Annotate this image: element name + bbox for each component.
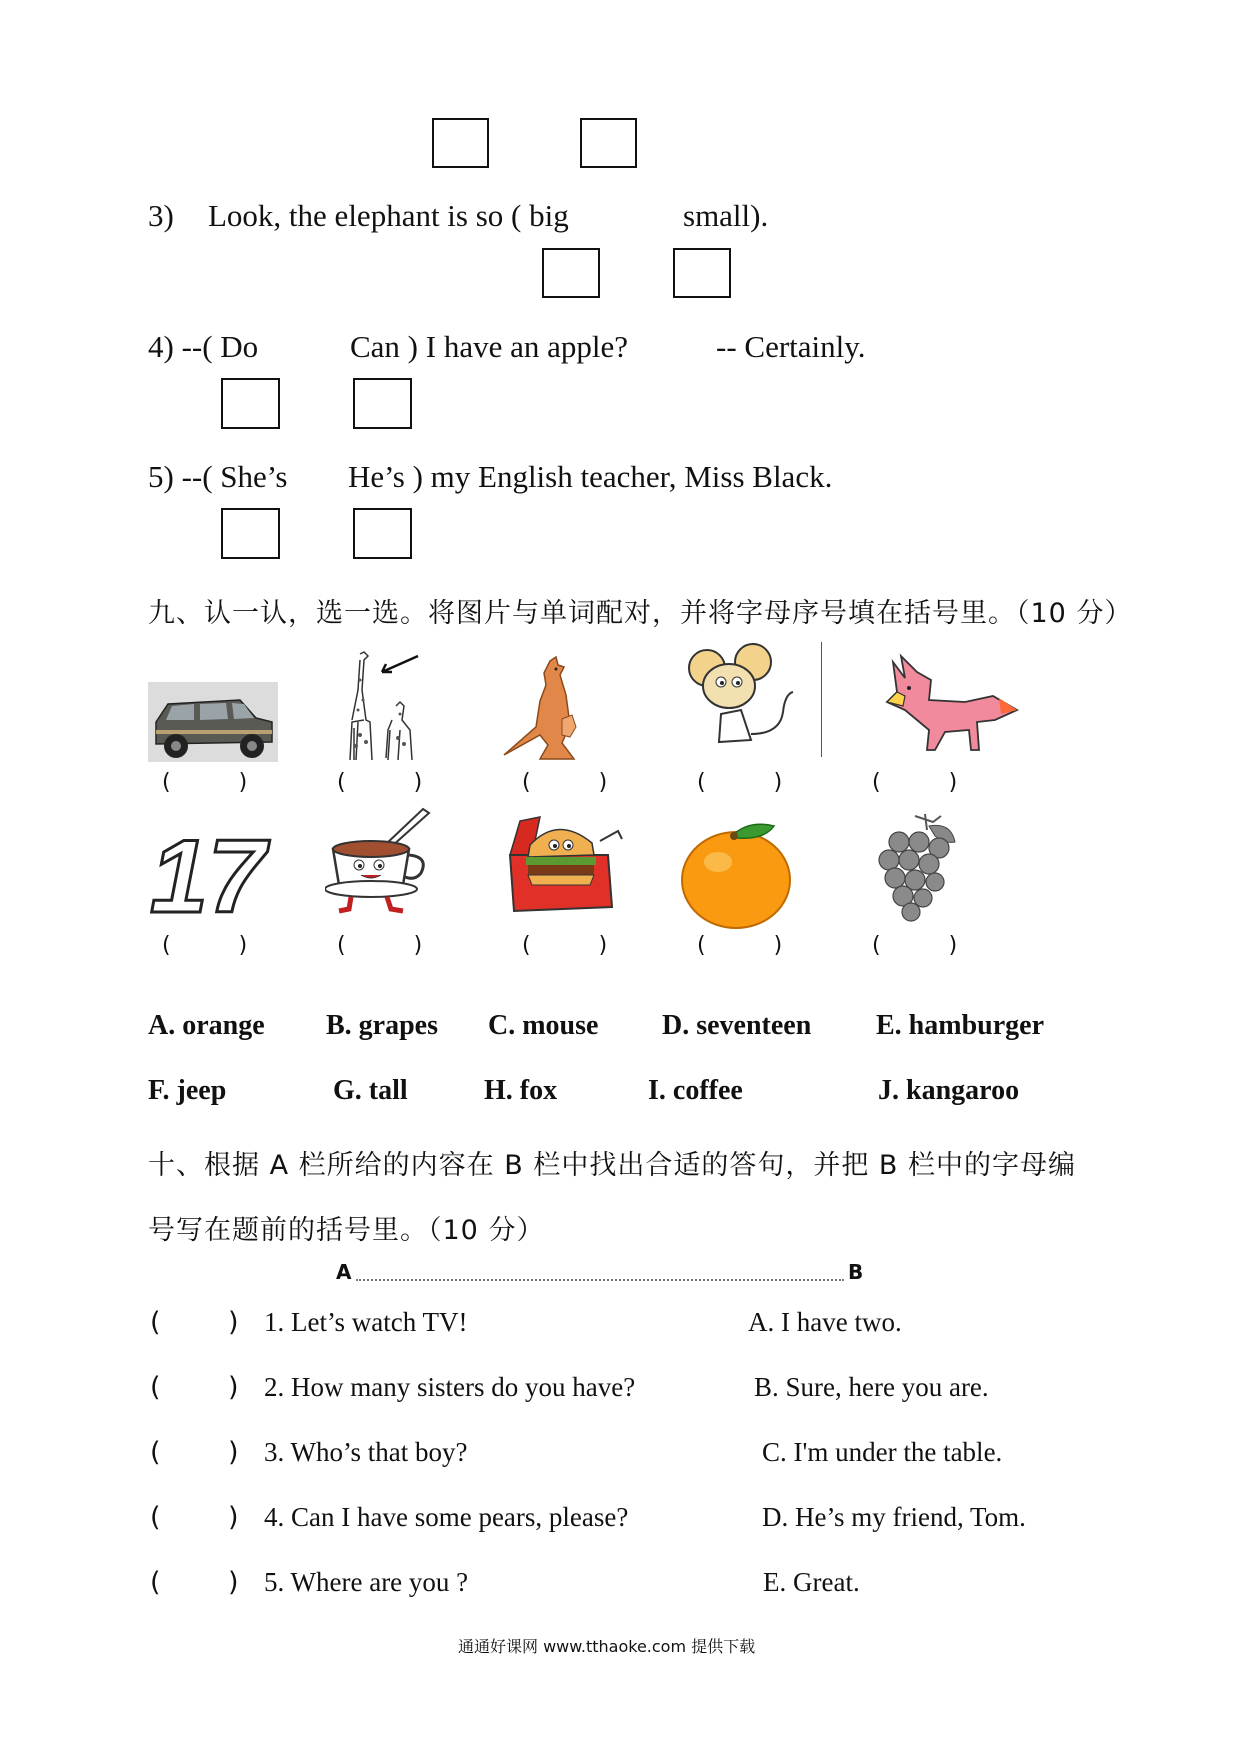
paren-left: ( (697, 933, 706, 958)
paren-right: ) (238, 933, 248, 958)
question-3-text: Look, the elephant is so ( big (208, 198, 569, 233)
paren-left: ( (337, 770, 346, 795)
match-row[interactable] (150, 1372, 710, 1412)
answer-parentheses[interactable] (162, 770, 247, 795)
answer-parentheses[interactable] (522, 933, 607, 958)
paren-right: ) (228, 1567, 239, 1598)
question-text: 2. How many sisters do you have? (264, 1372, 636, 1402)
answer-text: C. I'm under the table. (762, 1437, 1003, 1467)
divider (821, 642, 822, 757)
answer-parentheses[interactable] (697, 770, 782, 795)
question-5-option-2: He’s ) my English teacher, Miss Black. (348, 459, 833, 494)
question-3-option-2: small). (683, 198, 769, 233)
answer-parentheses[interactable] (337, 770, 422, 795)
word-option: B. grapes (326, 1010, 438, 1041)
answer-box[interactable] (432, 118, 489, 168)
paren-right: ) (228, 1307, 239, 1338)
hamburger-icon (500, 815, 630, 925)
paren-left: ( (337, 933, 346, 958)
match-row[interactable] (150, 1567, 710, 1607)
paren-right: ) (228, 1437, 239, 1468)
paren-right: ) (598, 933, 608, 958)
section-10-title-line-2: 号写在题前的括号里。（10 分） (148, 1215, 545, 1246)
answer-parentheses[interactable] (872, 770, 957, 795)
paren-right: ) (948, 770, 958, 795)
paren-right: ) (773, 933, 783, 958)
word-option: H. fox (484, 1075, 558, 1106)
question-5-text: 5) --( She’s (148, 459, 288, 494)
question-4-reply: -- Certainly. (716, 329, 866, 364)
paren-right: ) (413, 770, 423, 795)
word-option: F. jeep (148, 1075, 227, 1106)
word-option: C. mouse (488, 1010, 599, 1041)
question-4-option-2: Can ) I have an apple? (350, 329, 629, 364)
paren-left: ( (162, 770, 171, 795)
word-option: A. orange (148, 1010, 265, 1041)
paren-left: ( (162, 933, 171, 958)
column-divider (356, 1279, 844, 1281)
question-text: 5. Where are you ? (264, 1567, 469, 1597)
grapes-icon (855, 812, 965, 927)
answer-box[interactable] (221, 378, 280, 429)
answer-parentheses[interactable] (162, 933, 247, 958)
word-option: J. kangaroo (878, 1075, 1020, 1106)
column-a-label: A (336, 1260, 352, 1284)
question-text: 1. Let’s watch TV! (264, 1307, 468, 1337)
paren-left: ( (150, 1502, 161, 1533)
match-row[interactable] (150, 1502, 710, 1542)
answer-text: A. I have two. (748, 1307, 902, 1337)
orange-icon (678, 820, 798, 930)
fox-icon (875, 650, 1025, 760)
word-option: E. hamburger (876, 1010, 1044, 1041)
seventeen-icon: 17 (150, 819, 266, 935)
kangaroo-icon (500, 655, 600, 765)
word-option: D. seventeen (662, 1010, 812, 1041)
coffee-cup-icon (325, 805, 435, 920)
paren-right: ) (238, 770, 248, 795)
paren-left: ( (872, 933, 881, 958)
column-b-label: B (848, 1260, 864, 1284)
question-text: 3. Who’s that boy? (264, 1437, 468, 1467)
answer-box[interactable] (353, 378, 412, 429)
answer-box[interactable] (353, 508, 412, 559)
match-row[interactable] (150, 1307, 710, 1347)
answer-box[interactable] (673, 248, 731, 298)
answer-text: B. Sure, here you are. (754, 1372, 989, 1402)
answer-text: D. He’s my friend, Tom. (762, 1502, 1026, 1532)
section-10-title-line-1: 十、根据 A 栏所给的内容在 B 栏中找出合适的答句，并把 B 栏中的字母编 (148, 1150, 1077, 1181)
paren-left: ( (150, 1437, 161, 1468)
paren-right: ) (228, 1372, 239, 1403)
paren-right: ) (413, 933, 423, 958)
word-option: G. tall (333, 1075, 408, 1106)
mouse-icon (685, 642, 795, 752)
answer-parentheses[interactable] (872, 933, 957, 958)
paren-right: ) (773, 770, 783, 795)
paren-left: ( (150, 1567, 161, 1598)
question-4-text: 4) --( Do (148, 329, 259, 364)
question-text: 4. Can I have some pears, please? (264, 1502, 629, 1532)
match-row[interactable] (150, 1437, 710, 1477)
answer-parentheses[interactable] (697, 933, 782, 958)
paren-left: ( (150, 1372, 161, 1403)
paren-right: ) (948, 933, 958, 958)
answer-text: E. Great. (763, 1567, 860, 1597)
answer-box[interactable] (221, 508, 280, 559)
paren-left: ( (522, 770, 531, 795)
paren-left: ( (697, 770, 706, 795)
paren-right: ) (598, 770, 608, 795)
footer: 通通好课网 www.tthaoke.com 提供下载 (458, 1637, 756, 1656)
word-option: I. coffee (648, 1075, 743, 1106)
jeep-icon (148, 682, 278, 762)
section-9-title: 九、认一认，选一选。将图片与单词配对，并将字母序号填在括号里。（10 分） (148, 598, 1133, 629)
answer-parentheses[interactable] (522, 770, 607, 795)
paren-right: ) (228, 1502, 239, 1533)
question-3-number: 3) (148, 198, 174, 233)
paren-left: ( (150, 1307, 161, 1338)
answer-box[interactable] (580, 118, 637, 168)
paren-left: ( (872, 770, 881, 795)
answer-parentheses[interactable] (337, 933, 422, 958)
paren-left: ( (522, 933, 531, 958)
answer-box[interactable] (542, 248, 600, 298)
giraffe-icon (330, 650, 430, 765)
